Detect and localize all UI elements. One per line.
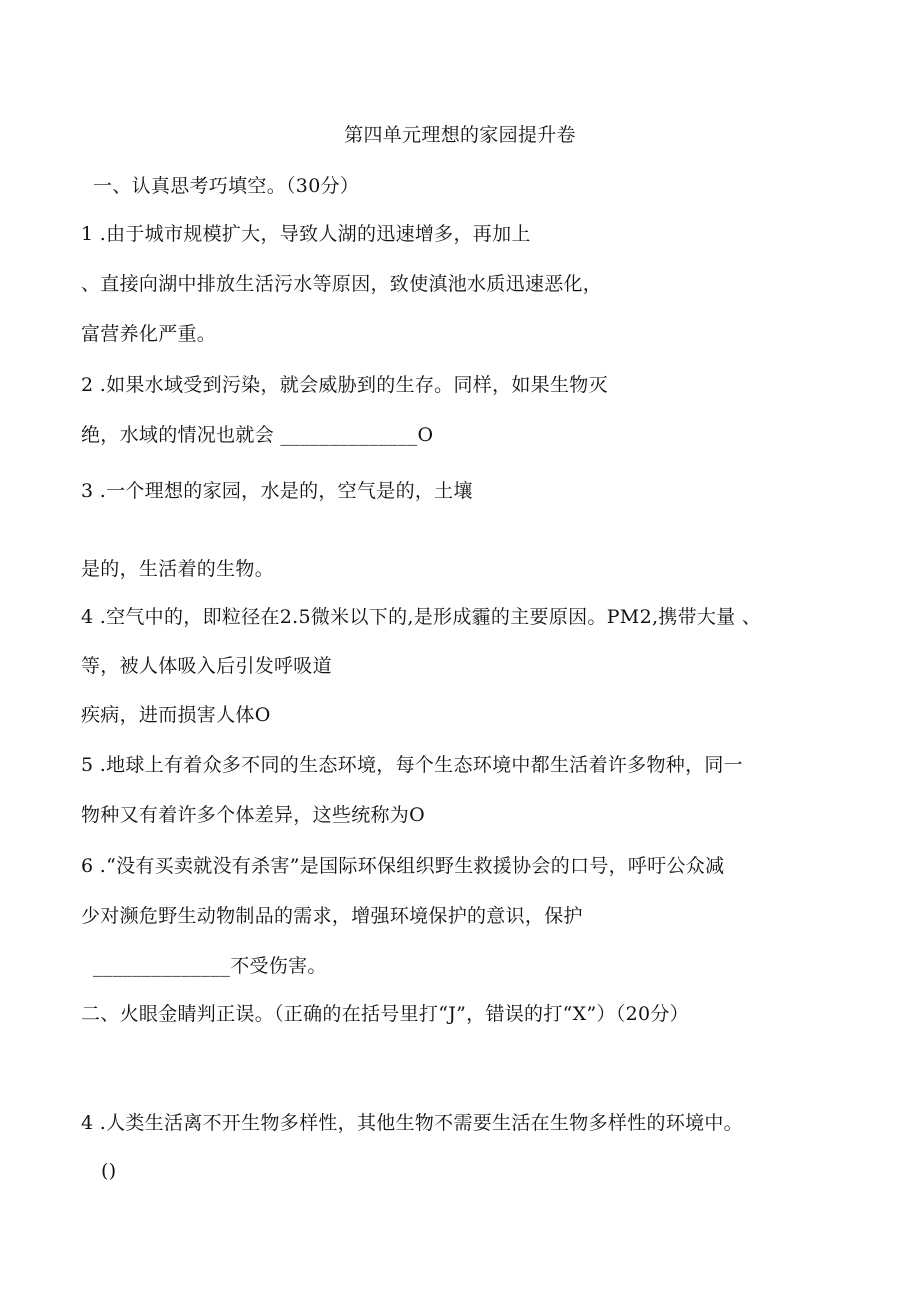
section-2-heading: 二、火眼金睛判正误。（正确的在括号里打“J”，错误的打“X”）（20分） (81, 1003, 689, 1025)
question-4-line-3: 疾病，进而损害人体O (81, 704, 271, 726)
question-3-line-2: 是的，生活着的生物。 (81, 558, 275, 580)
page-title: 第四单元理想的家园提升卷 (344, 124, 576, 146)
question-1-line-2: 、直接向湖中排放生活污水等原因，致使滇池水质迅速恶化， (81, 273, 603, 295)
judgement-4-statement: 4 .人类生活离不开生物多样性，其他生物不需要生活在生物多样性的环境中。 (81, 1112, 743, 1134)
question-3-line-1: 3 .一个理想的家园，水是的，空气是的，土壤 (81, 480, 473, 502)
answer-parentheses: () (101, 1160, 117, 1182)
question-5-line-2: 物种又有着许多个体差异，这些统称为O (81, 804, 425, 826)
question-2-line-2: 绝，水域的情况也就会 ______________O (81, 424, 434, 446)
section-1-heading: 一、认真思考巧填空。（30分） (93, 175, 360, 197)
question-1-line-1: 1 .由于城市规模扩大，导致人湖的迅速增多，再加上 (81, 223, 531, 245)
question-4-line-1: 4 .空气中的，即粒径在2.5微米以下的,是形成霾的主要原因。PM2,携带大量 、 (81, 606, 762, 628)
question-6-line-2: 少对濒危野生动物制品的需求，增强环境保护的意识，保护 (81, 905, 583, 927)
question-6-line-1: 6 .“没有买卖就没有杀害”是国际环保组织野生救援协会的口号，呼吁公众减 (81, 855, 725, 877)
question-5-line-1: 5 .地球上有着众多不同的生态环境，每个生态环境中都生活着许多物种，同一 (81, 754, 743, 776)
question-6-line-3: ______________不受伤害。 (93, 955, 327, 977)
question-4-line-2: 等，被人体吸入后引发呼吸道 (81, 655, 332, 677)
question-2-line-1: 2 .如果水域受到污染，就会威胁到的生存。同样，如果生物灭 (81, 374, 608, 396)
question-1-line-3: 富营养化严重。 (81, 323, 217, 345)
